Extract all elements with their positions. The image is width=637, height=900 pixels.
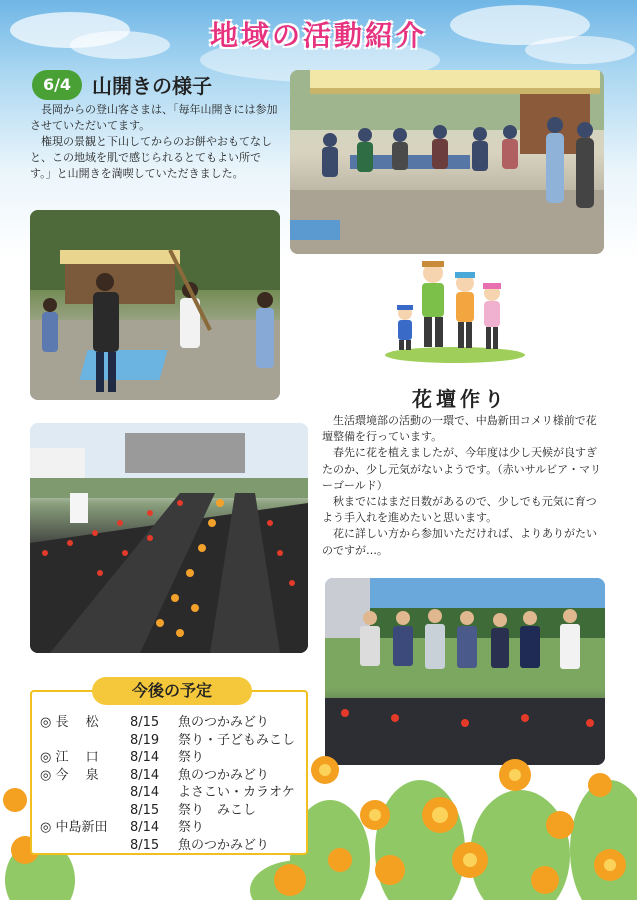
schedule-event: 祭り みこし bbox=[178, 802, 257, 818]
schedule-row bbox=[40, 802, 306, 820]
schedule-row bbox=[40, 749, 306, 767]
schedule-location: ◎ 中島新田 bbox=[40, 820, 108, 835]
photo-group-drawing bbox=[325, 578, 605, 765]
schedule-date: 8/14 bbox=[130, 750, 160, 765]
schedule-date: 8/15 bbox=[130, 802, 160, 818]
schedule-event: よさこい・カラオケ bbox=[178, 785, 295, 800]
date-badge: 6/4 bbox=[32, 70, 82, 100]
schedule-event: 魚のつかみどり bbox=[178, 715, 270, 730]
photo-flowerbed-planting bbox=[30, 423, 308, 653]
page-title: 地域の活動紹介 bbox=[209, 19, 427, 52]
schedule-date: 8/14 bbox=[130, 767, 160, 783]
schedule-location: ◎ 長 松 bbox=[40, 715, 99, 730]
section-title-kadan: 花壇作り bbox=[412, 387, 508, 411]
photo-mochi-pounding bbox=[30, 210, 280, 400]
paragraph: 秋までにはまだ日数があるので、少しでも元気に育つよう手入れを進めたいと思います。 bbox=[322, 495, 597, 525]
schedule-row bbox=[40, 837, 306, 855]
schedule-event: 祭り・子どもみこし bbox=[178, 732, 296, 748]
schedule-date: 8/14 bbox=[130, 820, 160, 835]
schedule-event: 祭り bbox=[178, 820, 205, 835]
schedule-row bbox=[40, 767, 306, 785]
schedule-row bbox=[40, 714, 306, 732]
section-text-kadan bbox=[322, 413, 607, 559]
schedule-event: 魚のつかみどり bbox=[178, 837, 270, 853]
schedule-location bbox=[40, 837, 130, 855]
photo-tent-gathering bbox=[290, 70, 604, 254]
photo-group-flowerbed bbox=[325, 578, 605, 765]
paragraph: 長岡からの登山客さまは、「毎年山開きには参加させていただいてます。 bbox=[30, 103, 278, 132]
schedule-date: 8/14 bbox=[130, 785, 160, 800]
schedule-location: ◎ 江 口 bbox=[40, 750, 99, 765]
schedule-title: 今後の予定 bbox=[92, 677, 252, 705]
schedule-date: 8/15 bbox=[130, 837, 160, 853]
schedule-list bbox=[40, 714, 306, 854]
schedule-location bbox=[40, 732, 130, 750]
schedule-event: 魚のつかみどり bbox=[178, 767, 270, 783]
section-text-yamabiraki bbox=[30, 102, 280, 182]
section-title-yamabiraki: 山開きの様子 bbox=[92, 74, 212, 98]
schedule-row bbox=[40, 819, 306, 837]
schedule-event: 祭り bbox=[178, 750, 205, 765]
paragraph: 生活環境部の活動の一環で、中島新田コメリ様前で花壇整備を行っています。 bbox=[322, 414, 597, 444]
schedule-row bbox=[40, 784, 306, 802]
photo-mochi-drawing bbox=[30, 210, 280, 400]
schedule-location bbox=[40, 802, 130, 820]
schedule-location bbox=[40, 784, 130, 802]
schedule-date: 8/19 bbox=[130, 732, 160, 748]
photo-flowerbed-drawing bbox=[30, 423, 308, 653]
schedule-location: ◎ 今 泉 bbox=[40, 767, 99, 783]
hikers-illustration bbox=[380, 255, 530, 365]
schedule-box bbox=[30, 681, 308, 855]
paragraph: 権現の景観と下山してからのお餅やおもてなしと、この地域を肌で感じられるとてもよい所です。」と山開きを満喫していただきました。 bbox=[30, 135, 272, 180]
photo-tent-drawing bbox=[290, 70, 604, 254]
schedule-date: 8/15 bbox=[130, 715, 160, 730]
paragraph: 春先に花を植えましたが、今年度は少し天候が良すぎたのか、少し元気がないようです。（赤いサルビア・マリーゴールド） bbox=[322, 446, 602, 492]
schedule-row bbox=[40, 732, 306, 750]
paragraph: 花に詳しい方から参加いただければ、よりありがたいのですが…。 bbox=[322, 527, 597, 557]
